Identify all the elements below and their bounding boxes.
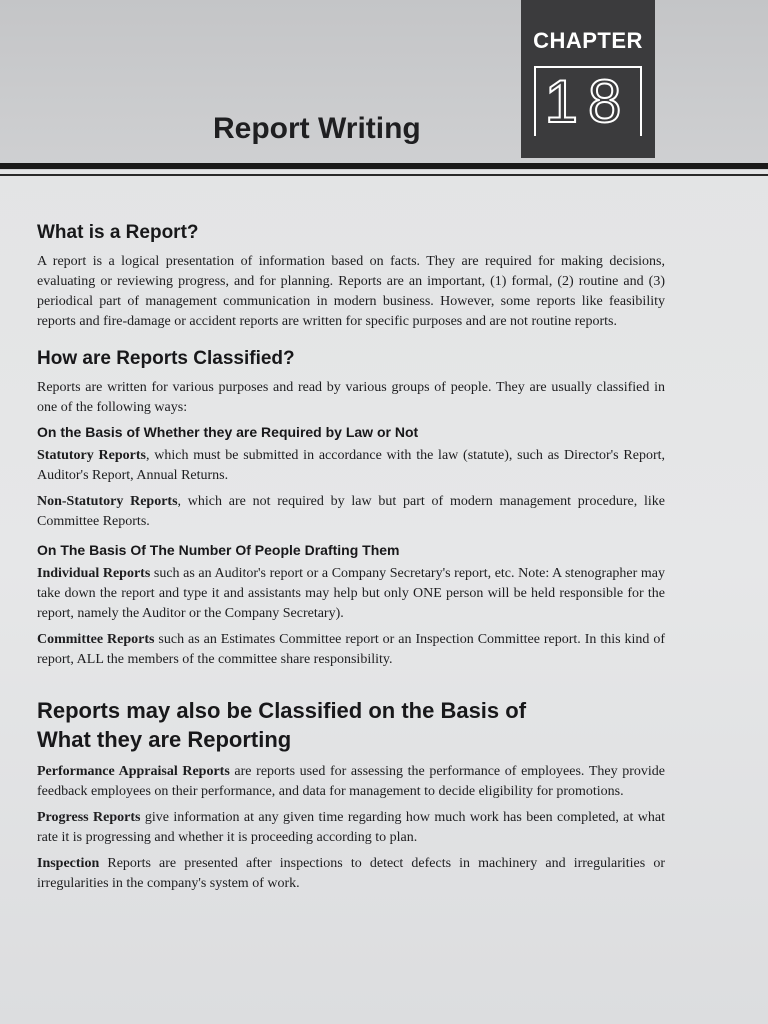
term-statutory: Statutory Reports xyxy=(37,448,146,463)
term-progress: Progress Reports xyxy=(37,810,141,825)
paragraph-individual xyxy=(37,564,665,624)
text-nonstatutory: , which are not required by law but part of modern management procedure, like Committee Reports. xyxy=(37,494,665,529)
term-committee: Committee Reports xyxy=(37,632,155,647)
paragraph-progress xyxy=(37,808,665,848)
header-rule-thin xyxy=(0,174,768,176)
term-nonstatutory: Non-Statutory Reports xyxy=(37,494,178,509)
section-body-what: A report is a logical presentation of information based on facts. They are required for making decisions, evaluating or reviewing progress, and for planning. Reports are an important, (1) formal, (2) routine and (3) periodical part of management communication in modern business. However, some reports like feasibility reports and fire-damage or accident reports are written for specific purposes and are not routine reports. xyxy=(37,254,665,329)
chapter-badge xyxy=(521,0,655,158)
paragraph-committee xyxy=(37,630,665,670)
section-heading-reporting xyxy=(37,696,665,754)
heading-reporting-line1: Reports may also be Classified on the Basis of xyxy=(37,698,527,723)
page-content xyxy=(37,222,665,900)
chapter-label: CHAPTER xyxy=(533,28,643,53)
paragraph-nonstatutory xyxy=(37,492,665,532)
chapter-title: Report Writing xyxy=(213,112,421,145)
subheading-law: On the Basis of Whether they are Required by Law or Not xyxy=(37,424,419,440)
paragraph-inspection xyxy=(37,854,665,894)
text-inspection: Reports are presented after inspections to detect defects in machinery and irregularities or irregularities in the company's system of work. xyxy=(37,856,665,891)
text-individual: such as an Auditor's report or a Company Secretary's report, etc. Note: A stenographer may take down the report and type it and assistants may help but only ONE person will be held responsible for the report, namely the Auditor or the Company Secretary). xyxy=(37,566,665,621)
subheading-people: On The Basis Of The Number Of People Drafting Them xyxy=(37,542,400,558)
chapter-number: 18 xyxy=(534,66,642,136)
paragraph-statutory xyxy=(37,446,665,486)
heading-reporting-line2: What they are Reporting xyxy=(37,727,292,752)
paragraph-performance xyxy=(37,762,665,802)
term-inspection: Inspection xyxy=(37,856,100,871)
text-committee: such as an Estimates Committee report or an Inspection Committee report. In this kind of report, ALL the members of the committee share responsibility. xyxy=(37,632,666,667)
term-individual: Individual Reports xyxy=(37,566,151,581)
header-rule-thick xyxy=(0,163,768,169)
section-body-how: Reports are written for various purposes and read by various groups of people. They are usually classified in one of the following ways: xyxy=(37,380,665,415)
section-heading-how: How are Reports Classified? xyxy=(37,348,295,369)
text-statutory: , which must be submitted in accordance with the law (statute), such as Director's Report, Auditor's Report, Annual Returns. xyxy=(37,448,666,483)
term-performance: Performance Appraisal Reports xyxy=(37,764,230,779)
section-heading-what: What is a Report? xyxy=(37,222,199,243)
text-progress: give information at any given time regarding how much work has been completed, at what rate it is progressing and whether it is proceeding according to plan. xyxy=(37,810,665,845)
text-performance: are reports used for assessing the performance of employees. They provide feedback employees on their performance, and data for management to decide eligibility for promotions. xyxy=(37,764,665,799)
